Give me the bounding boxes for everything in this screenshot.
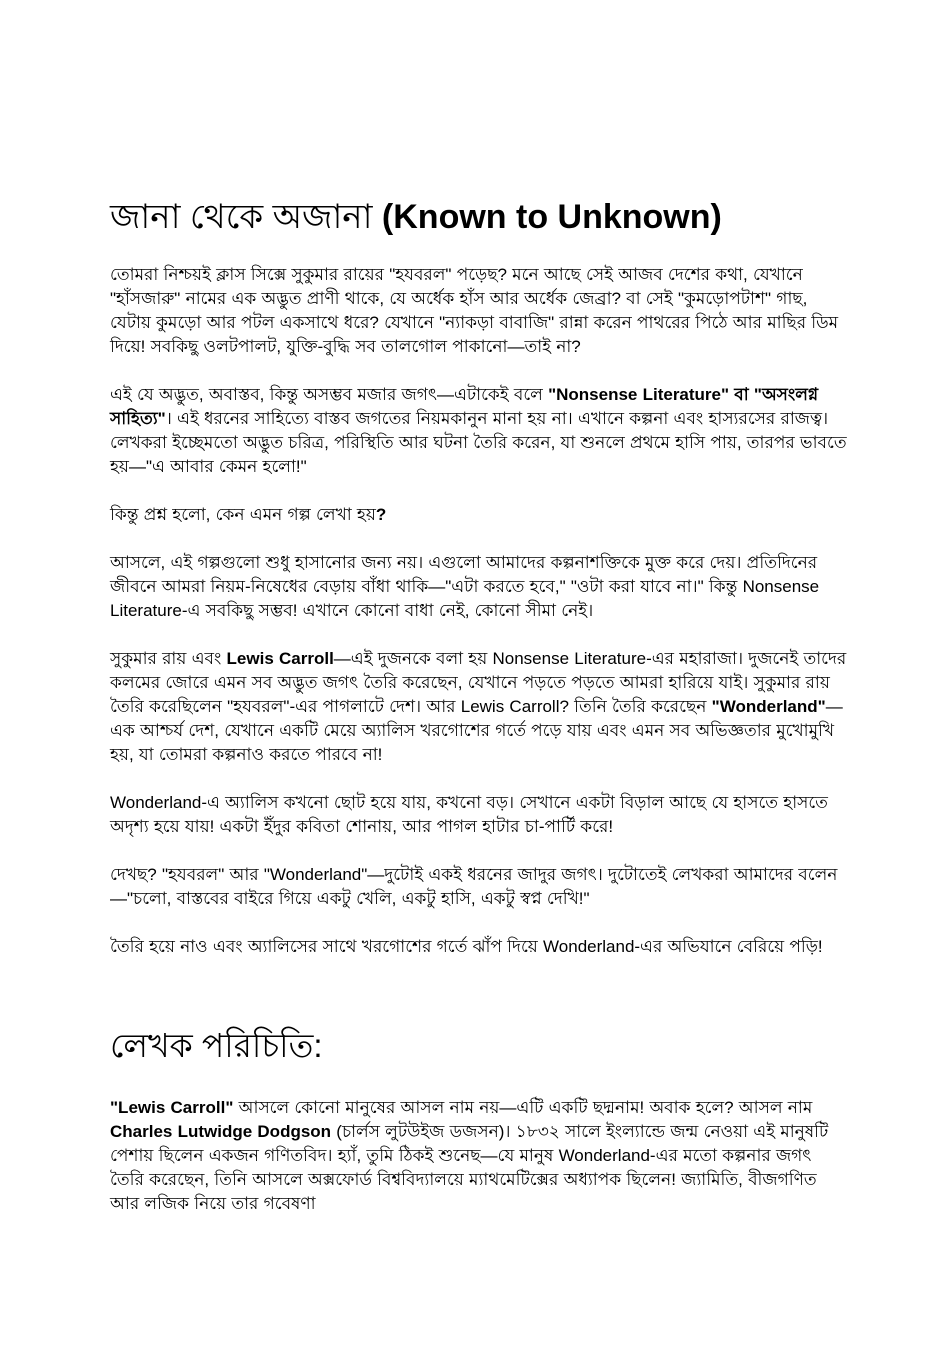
paragraph	[110, 383, 848, 479]
author-section-heading: লেখক পরিচিতি:	[110, 1026, 323, 1064]
page-title-latin: (Known to Unknown)	[381, 198, 722, 236]
author-section	[110, 1096, 848, 1216]
paragraph	[110, 863, 848, 911]
paragraph	[110, 503, 848, 527]
body-text: তৈরি হয়ে নাও এবং অ্যালিসের সাথে খরগোশের গর্তে ঝাঁপ দিয়ে Wonderland-এর অভিযানে বেরিয়ে পড়ি!	[110, 936, 823, 956]
paragraph	[110, 935, 848, 959]
body-text: আসলে কোনো মানুষের আসল নাম নয়—এটি একটি ছদ্মনাম! অবাক হলে? আসল নাম	[233, 1097, 813, 1117]
paragraph	[110, 551, 848, 623]
body-text: (চার্লস লুটউইজ ডজসন)। ১৮৩২ সালে ইংল্যান্ডে জন্ম নেওয়া এই মানুষটি পেশায় ছিলেন একজন গণিতবিদ। হ্যাঁ, তুমি ঠিকই শুনেছ—যে মানুষ Wonderland-এর মতো কল্পনার জগৎ তৈরি করেছেন, তিনি আসলে অক্সফোর্ড বিশ্ববিদ্যালয়ে ম্যাথমেটিক্সের অধ্যাপক ছিলেন! জ্যামিতি, বীজগণিত আর লজিক নিয়ে তার গবেষণা	[110, 1121, 829, 1213]
bold-text: ?	[375, 504, 387, 524]
paragraph	[110, 791, 848, 839]
body-text: । এই ধরনের সাহিত্যে বাস্তব জগতের নিয়মকানুন মানা হয় না। এখানে কল্পনা এবং হাস্যরসের রাজত্ব। লেখকরা ইচ্ছেমতো অদ্ভুত চরিত্র, পরিস্থিতি আর ঘটনা তৈরি করেন, যা শুনলে প্রথমে হাসি পায়, তারপর ভাবতে হয়—"এ আবার কেমন হলো!"	[110, 408, 847, 476]
bold-text: "Lewis Carroll"	[110, 1097, 234, 1117]
page-title-bengali: জানা থেকে অজানা	[110, 198, 382, 236]
intro-section	[110, 263, 848, 959]
body-text: —এক আশ্চর্য দেশ, যেখানে একটি মেয়ে অ্যালিস খরগোশের গর্তে পড়ে যায় এবং এমন সব অভিজ্ঞতার মুখোমুখি হয়, যা তোমরা কল্পনাও করতে পারবে না!	[110, 696, 843, 764]
body-text: এই যে অদ্ভুত, অবাস্তব, কিন্তু অসম্ভব মজার জগৎ—এটাকেই বলে	[110, 384, 549, 404]
body-text: সুকুমার রায় এবং	[110, 648, 227, 668]
bold-text: Charles Lutwidge Dodgson	[110, 1121, 332, 1141]
page-title	[110, 196, 848, 239]
body-text: কিন্তু প্রশ্ন হলো, কেন এমন গল্প লেখা হয়	[110, 504, 376, 524]
bold-text: "Wonderland"	[711, 696, 826, 716]
paragraph	[110, 1096, 848, 1216]
bold-text: Lewis Carroll	[226, 648, 334, 668]
paragraph	[110, 647, 848, 767]
body-text: দেখছ? "হযবরল" আর "Wonderland"—দুটোই একই ধরনের জাদুর জগৎ। দুটোতেই লেখকরা আমাদের বলেন—"চলো, বাস্তবের বাইরে গিয়ে একটু খেলি, একটু হাসি, একটু স্বপ্ন দেখি!"	[110, 864, 838, 908]
bold-text: "Nonsense Literature" বা "অসংলগ্ন সাহিত্য"	[110, 384, 819, 428]
body-text: তোমরা নিশ্চয়ই ক্লাস সিক্সে সুকুমার রায়ের "হযবরল" পড়েছ? মনে আছে সেই আজব দেশের কথা, যেখানে "হাঁসজারু" নামের এক অদ্ভুত প্রাণী থাকে, যে অর্ধেক হাঁস আর অর্ধেক জেব্রা? বা সেই "কুমড়োপটাশ" গাছ, যেটায় কুমড়ো আর পটল একসাথে ধরে? যেখানে "ন্যাকড়া বাবাজি" রান্না করেন পাথরের পিঠে আর মাছির ডিম দিয়ে! সবকিছু ওলটপালট, যুক্তি-বুদ্ধি সব তালগোল পাকানো—তাই না?	[110, 264, 839, 356]
body-text: Wonderland-এ অ্যালিস কখনো ছোট হয়ে যায়, কখনো বড়। সেখানে একটা বিড়াল আছে যে হাসতে হাসতে অদৃশ্য হয়ে যায়! একটা ইঁদুর কবিতা শোনায়, আর পাগল হাটার চা-পার্টি করে!	[110, 792, 828, 836]
paragraph	[110, 263, 848, 359]
body-text: আসলে, এই গল্পগুলো শুধু হাসানোর জন্য নয়। এগুলো আমাদের কল্পনাশক্তিকে মুক্ত করে দেয়। প্রতিদিনের জীবনে আমরা নিয়ম-নিষেধের বেড়ায় বাঁধা থাকি—"এটা করতে হবে," "ওটা করা যাবে না।" কিন্তু Nonsense Literature-এ সবকিছু সম্ভব! এখানে কোনো বাধা নেই, কোনো সীমা নেই।	[110, 552, 820, 620]
body-text: —এই দুজনকে বলা হয় Nonsense Literature-এর মহারাজা। দুজনেই তাদের কলমের জোরে এমন সব অদ্ভুত জগৎ তৈরি করেছেন, যেখানে পড়তে পড়তে আমরা হারিয়ে যাই। সুকুমার রায় তৈরি করেছিলেন "হযবরল"-এর পাগলাটে দেশ। আর Lewis Carroll? তিনি তৈরি করেছেন	[110, 648, 847, 716]
